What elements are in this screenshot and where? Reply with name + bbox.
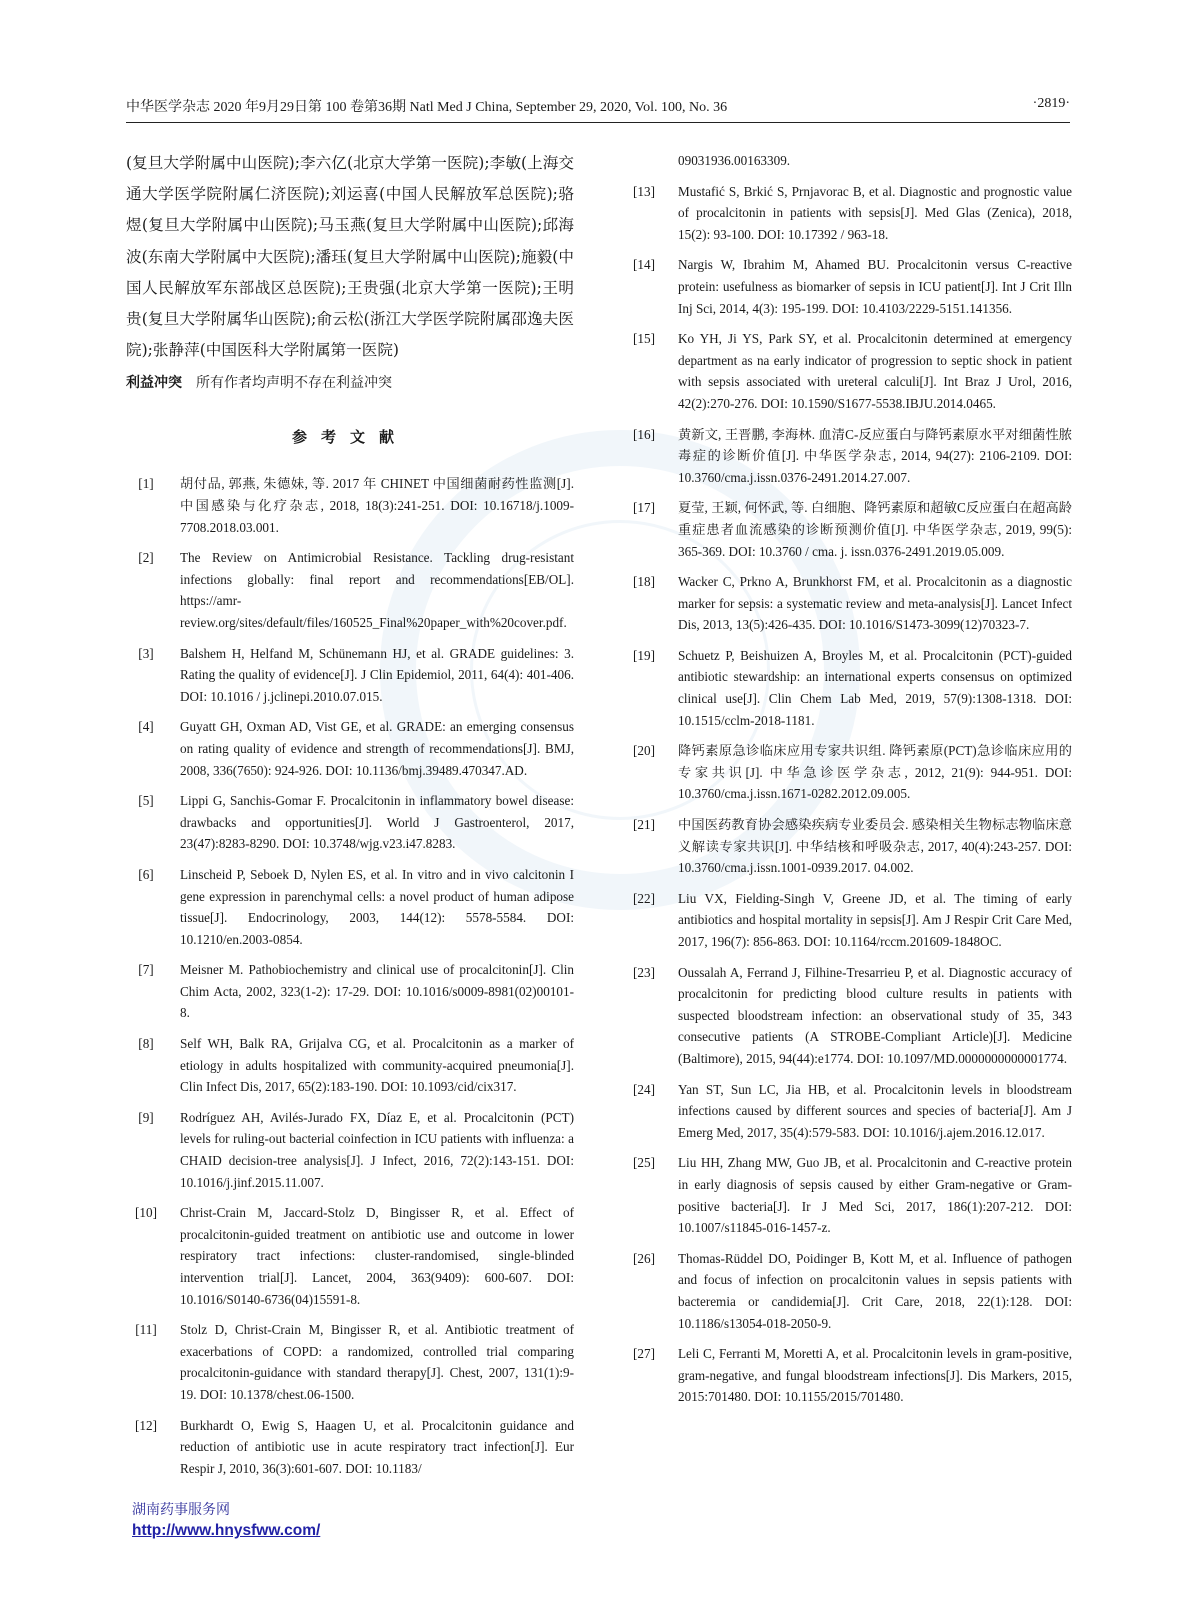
reference-item: [624, 424, 1072, 489]
reference-item: [624, 254, 1072, 319]
reference-number: [8]: [138, 1036, 154, 1052]
reference-text: Thomas-Rüddel DO, Poidinger B, Kott M, et al. Influence of pathogen and focus of infection on procalcitonin values in sepsis patients with bacteremia or candidemia[J]. Crit Care, 2018, 22(1):128. DOI: 10.1186/s13054-018-2050-9.: [678, 1250, 1072, 1331]
reference-list-left: [126, 473, 574, 1479]
reference-text: The Review on Antimicrobial Resistance. Tackling drug-resistant infections globally: final report and recommendations[EB/OL]. https://amr-review.org/sites/default/files/160525_Final%20paper_with%20cover.pdf.: [180, 550, 574, 630]
reference-item: [624, 1079, 1072, 1144]
reference-number: [16]: [633, 426, 655, 442]
reference-number: [15]: [633, 331, 655, 347]
reference-item: [126, 1415, 574, 1480]
reference-text: 中国医药教育协会感染疾病专业委员会. 感染相关生物标志物临床意义解读专家共识[J]. 中华结核和呼吸杂志, 2017, 40(4):243-257. DOI: 10.3760/cma.j.issn.1001-0939.2017. 04.002.: [678, 817, 1072, 876]
reference-item: [624, 814, 1072, 879]
reference-item: [624, 571, 1072, 636]
reference-item: [624, 888, 1072, 953]
reference-number: [7]: [138, 962, 154, 978]
reference-item: [126, 643, 574, 708]
reference-number: [17]: [633, 500, 655, 516]
footer-site-name: 湖南药事服务网: [132, 1502, 230, 1518]
conflict-text: 所有作者均声明不存在利益冲突: [196, 375, 392, 392]
reference-number: [26]: [633, 1250, 655, 1266]
reference-number: [9]: [138, 1109, 154, 1125]
reference-text: 胡付品, 郭燕, 朱德妹, 等. 2017 年 CHINET 中国细菌耐药性监测[J]. 中国感染与化疗杂志, 2018, 18(3):241-251. DOI: 10.16718/j.1009-7708.2018.03.001.: [180, 476, 574, 535]
reference-item: [624, 181, 1072, 246]
reference-number: [13]: [633, 183, 655, 199]
references-heading: 参考文献: [291, 428, 408, 447]
reference-item: [624, 1248, 1072, 1334]
reference-text: Meisner M. Pathobiochemistry and clinical use of procalcitonin[J]. Clin Chim Acta, 2002, 323(1-2): 17-29. DOI: 10.1016/s0009-8981(02)00101-8.: [180, 962, 574, 1021]
footer-url-link[interactable]: http://www.hnysfww.com/: [132, 1522, 321, 1539]
page-number: ·2819·: [1032, 96, 1070, 111]
journal-citation-header: 中华医学杂志 2020 年9月29日第 100 卷第36期 Natl Med J China, September 29, 2020, Vol. 100, No. 36: [126, 100, 728, 115]
reference-text: Rodríguez AH, Avilés-Jurado FX, Díaz E, et al. Procalcitonin (PCT) levels for ruling-out bacterial coinfection in ICU patients with influenza: a CHAID decision-tree analysis[J]. J Infect, 2016, 72(2):143-151. DOI: 10.1016/j.jinf.2015.11.007.: [180, 1109, 574, 1190]
reference-number: [27]: [633, 1346, 655, 1362]
reference-item: [624, 962, 1072, 1070]
reference-number: [5]: [138, 793, 154, 809]
reference-text: Schuetz P, Beishuizen A, Broyles M, et al. Procalcitonin (PCT)-guided antibiotic stewardship: an international experts consensus on optimized clinical use[J]. Clin Chem Lab Med, 2019, 57(9):1308-1318. DOI: 10.1515/cclm-2018-1181.: [678, 647, 1072, 728]
reference-number: [4]: [138, 719, 154, 735]
reference-item: [126, 473, 574, 538]
reference-number: [10]: [135, 1205, 157, 1221]
reference-text: 黄新文, 王晋鹏, 李海林. 血清C-反应蛋白与降钙素原水平对细菌性脓毒症的诊断价值[J]. 中华医学杂志, 2014, 94(27): 2106-2109. DOI: 10.3760/cma.j.issn.0376-2491.2014.27.007.: [678, 426, 1072, 485]
reference-text: Mustafić S, Brkić S, Prnjavorac B, et al. Diagnostic and prognostic value of procalcitonin in patients with sepsis[J]. Med Glas (Zenica), 2018, 15(2): 93-100. DOI: 10.17392 / 963-18.: [678, 183, 1072, 242]
reference-item: [126, 716, 574, 781]
reference-text: Liu HH, Zhang MW, Guo JB, et al. Procalcitonin and C-reactive protein in early diagnosis of sepsis caused by either Gram-negative or Gram-positive bacteria[J]. Ir J Med Sci, 2017, 186(1):207-212. DOI: 10.1007/s11845-016-1457-z.: [678, 1155, 1072, 1236]
reference-number: [12]: [135, 1417, 157, 1433]
reference-text: Balshem H, Helfand M, Schünemann HJ, et al. GRADE guidelines: 3. Rating the quality of evidence[J]. J Clin Epidemiol, 2011, 64(4): 401-406. DOI: 10.1016 / j.jclinepi.2010.07.015.: [180, 645, 574, 704]
reference-text: Stolz D, Christ-Crain M, Bingisser R, et al. Antibiotic treatment of exacerbations of COPD: a randomized, controlled trial comparing procalcitonin-guidance with standard therapy[J]. Chest, 2007, 131(1):9-19. DOI: 10.1378/chest.06-1500.: [180, 1322, 574, 1402]
reference-number: [3]: [138, 645, 154, 661]
reference-text: Lippi G, Sanchis-Gomar F. Procalcitonin in inflammatory bowel disease: drawbacks and opportunities[J]. World J Gastroenterol, 2017, 23(47):8283-8290. DOI: 10.3748/wjg.v23.i47.8283.: [180, 793, 574, 852]
reference-number: [25]: [633, 1155, 655, 1171]
reference-text: Guyatt GH, Oxman AD, Vist GE, et al. GRADE: an emerging consensus on rating quality of evidence and strength of recommendations[J]. BMJ, 2008, 336(7650): 924-926. DOI: 10.1136/bmj.39489.470347.AD.: [180, 719, 574, 778]
left-column: [126, 148, 574, 1488]
reference-text: 降钙素原急诊临床应用专家共识组. 降钙素原(PCT)急诊临床应用的专家共识[J]. 中华急诊医学杂志, 2012, 21(9): 944-951. DOI: 10.3760/cma.j.issn.1671-0282.2012.09.005.: [678, 743, 1072, 802]
reference-number: [21]: [633, 817, 655, 833]
reference-item: [624, 328, 1072, 414]
conflict-of-interest: [126, 370, 574, 396]
reference-number: [14]: [633, 257, 655, 273]
authors-affiliations: (复旦大学附属中山医院);李六亿(北京大学第一医院);李敏(上海交通大学医学院附属仁济医院);刘运喜(中国人民解放军总医院);骆煜(复旦大学附属中山医院);马玉燕(复旦大学附属中山医院);邱海波(东南大学附属中大医院);潘珏(复旦大学附属中山医院);施毅(中国人民解放军东部战区总医院);王贵强(北京大学第一医院);王明贵(复旦大学附属华山医院);俞云松(浙江大学医学院附属邵逸夫医院);张静萍(中国医科大学附属第一医院): [126, 154, 574, 360]
footer: [132, 1500, 320, 1542]
reference-item: [126, 1202, 574, 1310]
header-rule: [126, 122, 1070, 123]
reference-number: [18]: [633, 574, 655, 590]
reference-item: [624, 1343, 1072, 1408]
reference-text: Leli C, Ferranti M, Moretti A, et al. Procalcitonin levels in gram-positive, gram-negative, and fungal bloodstream infections[J]. Dis Markers, 2015, 2015:701480. DOI: 10.1155/2015/701480.: [678, 1346, 1072, 1405]
reference-text: Self WH, Balk RA, Grijalva CG, et al. Procalcitonin as a marker of etiology in adults hospitalized with community-acquired pneumonia[J]. Clin Infect Dis, 2017, 65(2):183-190. DOI: 10.1093/cid/cix317.: [180, 1036, 574, 1095]
right-column: [624, 150, 1072, 1417]
reference-number: [2]: [138, 550, 154, 566]
reference-item: [126, 547, 574, 633]
reference-number: [23]: [633, 964, 655, 980]
reference-text: Yan ST, Sun LC, Jia HB, et al. Procalcitonin levels in bloodstream infections caused by different sources and species of bacteria[J]. Am J Emerg Med, 2017, 35(4):579-583. DOI: 10.1016/j.ajem.2016.12.017.: [678, 1081, 1072, 1140]
reference-number: [19]: [633, 647, 655, 663]
reference-item: [624, 645, 1072, 731]
reference-text: Liu VX, Fielding-Singh V, Greene JD, et al. The timing of early antibiotics and hospital mortality in sepsis[J]. Am J Respir Crit Care Med, 2017, 196(7): 856-863. DOI: 10.1164/rccm.201609-1848OC.: [678, 890, 1072, 949]
reference-item: [126, 864, 574, 950]
reference-item: [126, 1033, 574, 1098]
reference-item: [624, 497, 1072, 562]
reference-item: [126, 790, 574, 855]
reference-text: Nargis W, Ibrahim M, Ahamed BU. Procalcitonin versus C-reactive protein: usefulness as biomarker of sepsis in ICU patient[J]. Int J Crit Illn Inj Sci, 2014, 4(3): 195-199. DOI: 10.4103/2229-5151.141356.: [678, 257, 1072, 316]
reference-item: [126, 1107, 574, 1193]
reference-item: [624, 1152, 1072, 1238]
reference-number: [11]: [135, 1322, 157, 1338]
reference-text: Linscheid P, Seboek D, Nylen ES, et al. In vitro and in vivo calcitonin I gene expression in parenchymal cells: a novel product of human adipose tissue[J]. Endocrinology, 2003, 144(12): 5578-5584. DOI: 10.1210/en.2003-0854.: [180, 866, 574, 947]
reference-continuation: 09031936.00163309.: [678, 153, 791, 168]
reference-list-right: [624, 181, 1072, 1408]
reference-text: Ko YH, Ji YS, Park SY, et al. Procalcitonin determined at emergency department as na early indicator of progression to septic shock in patient with sepsis associated with ureteral calculi[J]. Int Braz J Urol, 2016, 42(2):270-276. DOI: 10.1590/S1677-5538.IBJU.2014.0465.: [678, 331, 1072, 411]
reference-item: [624, 740, 1072, 805]
reference-text: Christ-Crain M, Jaccard-Stolz D, Bingisser R, et al. Effect of procalcitonin-guided treatment on antibiotic use and outcome in lower respiratory tract infections: cluster-randomised, single-blinded intervention trial[J]. Lancet, 2004, 363(9409): 600-607. DOI: 10.1016/S0140-6736(04)15591-8.: [180, 1205, 574, 1307]
reference-number: [20]: [633, 743, 655, 759]
reference-number: [1]: [138, 476, 154, 492]
reference-text: 夏莹, 王颖, 何怀武, 等. 白细胞、降钙素原和超敏C反应蛋白在超高龄重症患者血流感染的诊断预测价值[J]. 中华医学杂志, 2019, 99(5): 365-369. DOI: 10.3760 / cma. j. issn.0376-2491.2019.05.009.: [678, 500, 1072, 559]
reference-number: [24]: [633, 1081, 655, 1097]
conflict-label: 利益冲突: [126, 375, 182, 392]
reference-item: [126, 959, 574, 1024]
reference-item: [126, 1319, 574, 1405]
reference-text: Oussalah A, Ferrand J, Filhine-Tresarrieu P, et al. Diagnostic accuracy of procalcitonin for predicting blood culture results in patients with suspected bloodstream infection: an observational study of 35, 343 consecutive patients (A STROBE-Compliant Article)[J]. Medicine (Baltimore), 2015, 94(44):e1774. DOI: 10.1097/MD.0000000000001774.: [678, 964, 1072, 1066]
reference-number: [22]: [633, 890, 655, 906]
reference-text: Burkhardt O, Ewig S, Haagen U, et al. Procalcitonin guidance and reduction of antibiotic use in acute respiratory tract infection[J]. Eur Respir J, 2010, 36(3):601-607. DOI: 10.1183/: [180, 1417, 574, 1476]
reference-number: [6]: [138, 866, 154, 882]
reference-text: Wacker C, Prkno A, Brunkhorst FM, et al. Procalcitonin as a diagnostic marker for sepsis: a systematic review and meta-analysis[J]. Lancet Infect Dis, 2013, 13(5):426-435. DOI: 10.1016/S1473-3099(12)70323-7.: [678, 574, 1072, 633]
